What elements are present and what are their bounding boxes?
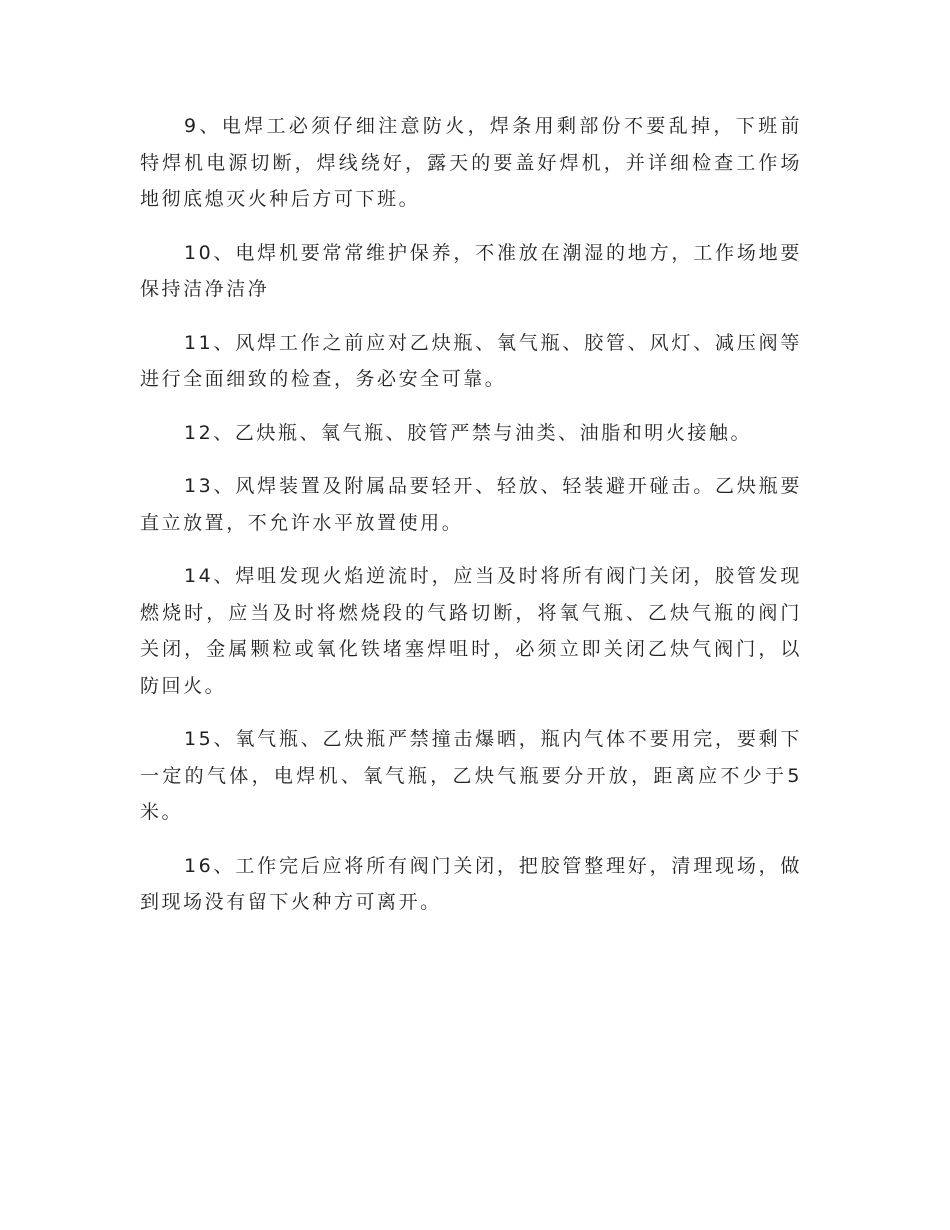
paragraph-9: 9、电焊工必须仔细注意防火，焊条用剩部份不要乱掉，下班前特焊机电源切断，焊线绕好，露天的要盖好焊机，并详细检查工作场地彻底熄灭火种后方可下班。 — [140, 115, 802, 210]
paragraph-10: 10、电焊机要常常维护保养，不准放在潮湿的地方，工作场地要保持洁净洁净 — [140, 241, 802, 300]
paragraph-13: 13、风焊装置及附属品要轻开、轻放、轻装避开碰击。乙炔瓶要直立放置，不允许水平放置使用。 — [140, 475, 802, 534]
paragraph-11: 11、风焊工作之前应对乙炔瓶、氧气瓶、胶管、风灯、减压阀等进行全面细致的检查，务必安全可靠。 — [140, 331, 802, 390]
paragraph-16: 16、工作完后应将所有阀门关闭，把胶管整理好，清理现场，做到现场没有留下火种方可离开。 — [140, 854, 802, 913]
paragraph-14: 14、焊咀发现火焰逆流时，应当及时将所有阀门关闭，胶管发现燃烧时，应当及时将燃烧段的气路切断，将氧气瓶、乙炔气瓶的阀门关闭，金属颗粒或氧化铁堵塞焊咀时，必须立即关闭乙炔气阀门，以防回火。 — [140, 565, 802, 697]
paragraph-12: 12、乙炔瓶、氧气瓶、胶管严禁与油类、油脂和明火接触。 — [184, 421, 753, 444]
document-body — [140, 108, 802, 938]
paragraph-15: 15、氧气瓶、乙炔瓶严禁撞击爆晒，瓶内气体不要用完，要剩下一定的气体，电焊机、氧气瓶，乙炔气瓶要分开放，距离应不少于5米。 — [140, 728, 802, 823]
